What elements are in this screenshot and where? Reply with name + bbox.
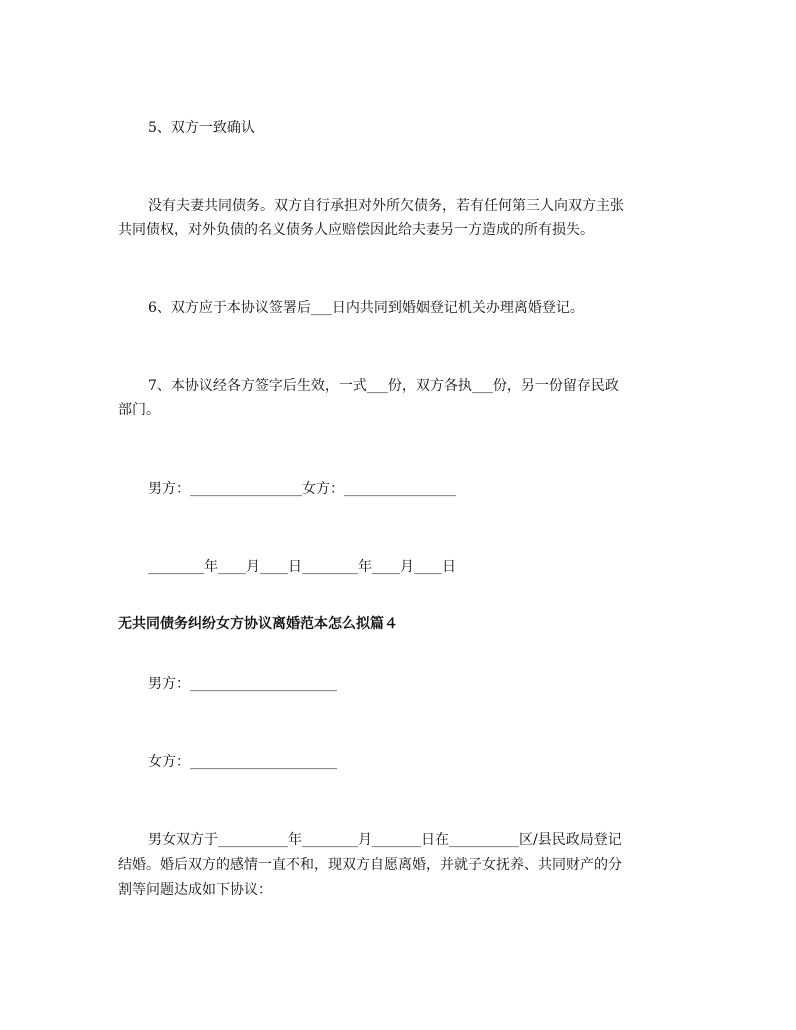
clause-7-line-1: 7、本协议经各方签字后生效，一式___份，双方各执___份，另一份留存民政 — [148, 378, 619, 394]
intro-line-3: 割等问题达成如下协议： — [118, 882, 272, 898]
date-line: ________年____月____日________年____月____日 — [148, 559, 456, 575]
clause-5-body-line-2: 共同债权，对外负债的名义债务人应赔偿因此给夫妻另一方造成的所有损失。 — [118, 222, 594, 238]
section-title: 无共同债务纠纷女方协议离婚范本怎么拟篇４ — [118, 616, 398, 632]
clause-7-line-2: 部门。 — [118, 402, 160, 418]
intro-line-1: 男女双方于__________年________月_______日在__________区/县民政局登记 — [148, 832, 622, 848]
clause-6: 6、双方应于本协议签署后___日内共同到婚姻登记机关办理离婚登记。 — [148, 300, 584, 316]
husband-line: 男方：_____________________ — [148, 676, 337, 692]
signature-line: 男方：________________女方：________________ — [148, 481, 456, 497]
wife-line: 女方：_____________________ — [148, 754, 337, 770]
clause-5-heading: 5、双方一致确认 — [148, 120, 255, 136]
clause-5-body-line-1: 没有夫妻共同债务。双方自行承担对外所欠债务，若有任何第三人向双方主张 — [148, 198, 624, 214]
intro-line-2: 结婚。婚后双方的感情一直不和，现双方自愿离婚，并就子女抚养、共同财产的分 — [118, 857, 622, 873]
